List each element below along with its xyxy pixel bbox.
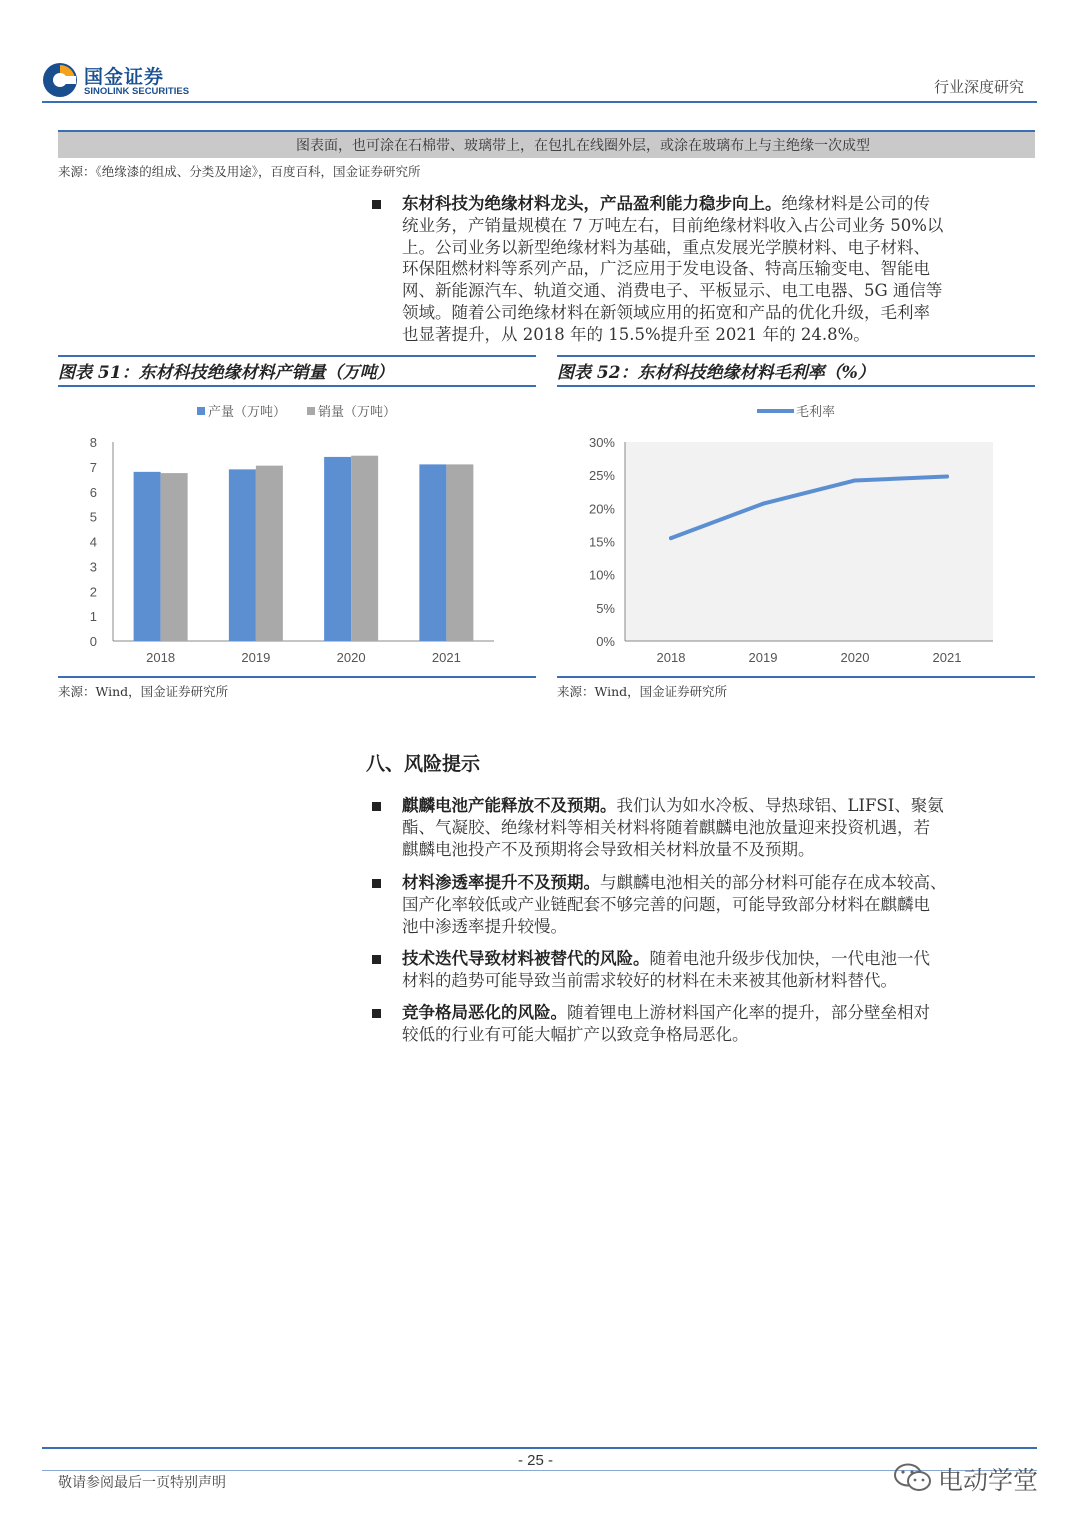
intro-paragraph: [402, 193, 1024, 346]
table-cell: 图表面，也可涂在石棉带、玻璃带上，在包扎在线圈外层，或涂在玻璃布上与主绝缘一次成型: [296, 138, 870, 154]
disclaimer-note: 敬请参阅最后一页特别声明: [58, 1475, 226, 1491]
bullet-square-icon: [372, 802, 381, 811]
paragraph-line: 酯、气凝胶、绝缘材料等相关材料将随着麒麟电池放量迎来投资机遇，若: [402, 817, 930, 837]
chart-51-title: 图表 51：东材科技绝缘材料产销量（万吨）: [58, 363, 394, 383]
paragraph-line: 麒麟电池投产不及预期将会导致相关材料放量不及预期。: [402, 839, 815, 859]
chart-52-bottom-rule: [557, 676, 1035, 678]
bar: [351, 456, 378, 641]
y-tick-label: 2: [89, 584, 97, 600]
risk-title: 麒麟电池产能释放不及预期。: [402, 796, 617, 815]
y-tick-label: 1: [89, 609, 97, 625]
wechat-icon: [893, 1462, 933, 1494]
table-row: [58, 130, 1035, 158]
paragraph-line: 国产化率较低或产业链配套不够完善的问题，可能导致部分材料在麒麟电: [402, 894, 930, 914]
y-tick-label: 20%: [588, 501, 615, 517]
legend-label: 销量（万吨）: [318, 404, 397, 419]
plot-area: [625, 442, 993, 641]
x-tick-label: 2020: [840, 650, 870, 665]
data-point: [853, 478, 857, 482]
y-tick-label: 25%: [588, 468, 615, 484]
paragraph-lead: 东材科技为绝缘材料龙头，产品盈利能力稳步向上。: [402, 194, 782, 213]
data-point: [945, 474, 949, 478]
bullet-square-icon: [372, 955, 381, 964]
chart-52-title: 图表 52：东材科技绝缘材料毛利率（%）: [557, 363, 875, 383]
section-title: 八、风险提示: [366, 753, 481, 775]
y-tick-label: 8: [89, 435, 97, 450]
y-tick-label: 6: [89, 484, 97, 500]
bullet-square-icon: [372, 879, 381, 888]
chart-51-bar-chart: [58, 390, 536, 676]
paragraph-line: 网、新能源汽车、轨道交通、消费电子、平板显示、电工电器、5G 通信等: [402, 281, 943, 301]
chart-52-title-rule: [557, 385, 1035, 387]
paragraph-line: 竞争格局恶化的风险。随着锂电上游材料国产化率的提升，部分壁垒相对: [402, 1003, 930, 1022]
bullet-square-icon: [372, 1009, 381, 1018]
chart-51-source: 来源：Wind，国金证券研究所: [58, 684, 229, 699]
y-tick-label: 0: [89, 634, 97, 649]
y-tick-label: 5: [89, 509, 97, 525]
data-point: [669, 536, 673, 540]
logo-icon: [42, 62, 78, 98]
chart-51-title-rule: [58, 385, 536, 387]
footer-divider-lower: [42, 1470, 1037, 1471]
risk-title: 技术迭代导致材料被替代的风险。: [402, 949, 650, 968]
y-tick-label: 4: [89, 534, 97, 550]
paragraph-line: 技术迭代导致材料被替代的风险。随着电池升级步伐加快，一代电池一代: [402, 949, 930, 968]
x-tick-label: 2021: [431, 650, 461, 665]
bar: [324, 457, 351, 641]
x-tick-label: 2021: [932, 650, 962, 665]
legend-swatch: [307, 407, 315, 415]
company-logo: [42, 60, 202, 104]
footer-divider: [42, 1447, 1037, 1449]
chart-51-bottom-rule: [58, 676, 536, 678]
bar: [446, 464, 473, 641]
paragraph-line: 池中渗透率提升较慢。: [402, 916, 567, 936]
page-number: - 25 -: [518, 1452, 554, 1469]
logo-text-cn: 国金证券: [84, 66, 165, 88]
y-tick-label: 7: [89, 459, 97, 475]
paragraph-line: 领域。随着公司绝缘材料在新领域应用的拓宽和产品的优化升级，毛利率: [402, 302, 930, 322]
paragraph-line: 麒麟电池产能释放不及预期。我们认为如水冷板、导热球铝、LIFSI、聚氨: [402, 796, 944, 815]
bar: [419, 464, 446, 641]
x-tick-label: 2018: [656, 650, 686, 665]
x-tick-label: 2018: [146, 650, 176, 665]
x-tick-label: 2019: [748, 650, 778, 665]
risk-title: 竞争格局恶化的风险。: [402, 1003, 567, 1022]
risk-title: 材料渗透率提升不及预期。: [402, 873, 600, 892]
chart-52-top-rule: [557, 355, 1035, 357]
bar: [134, 472, 161, 641]
header-divider: [42, 101, 1037, 103]
data-point: [761, 502, 765, 506]
y-tick-label: 15%: [588, 534, 615, 550]
report-type-label: 行业深度研究: [933, 78, 1024, 96]
bar: [229, 469, 256, 641]
paragraph-line: 材料渗透率提升不及预期。与麒麟电池相关的部分材料可能存在成本较高、: [402, 873, 947, 892]
table-source: 来源：《绝缘漆的组成、分类及用途》，百度百科，国金证券研究所: [58, 164, 421, 179]
y-tick-label: 3: [89, 559, 97, 575]
watermark-text: 电动学堂: [938, 1466, 1039, 1495]
y-tick-label: 5%: [596, 600, 615, 616]
risk-item: [402, 1002, 1022, 1046]
logo-text-en: SINOLINK SECURITIES: [84, 86, 190, 97]
x-tick-label: 2020: [336, 650, 366, 665]
legend-swatch: [197, 407, 205, 415]
y-tick-label: 10%: [588, 567, 615, 583]
chart-51-top-rule: [58, 355, 536, 357]
risk-item: [402, 948, 1022, 992]
paragraph-line: 环保阻燃材料等系列产品，广泛应用于发电设备、特高压输变电、智能电: [402, 259, 930, 279]
risk-item: [402, 872, 1034, 937]
bullet-square-icon: [372, 200, 381, 209]
risk-item: [402, 795, 1022, 860]
bar: [161, 473, 188, 641]
paragraph-line: 上。公司业务以新型绝缘材料为基础，重点发展光学膜材料、电子材料、: [402, 237, 930, 257]
y-tick-label: 30%: [588, 435, 615, 450]
paragraph-line: 也显著提升，从 2018 年的 15.5%提升至 2021 年的 24.8%。: [402, 324, 870, 344]
paragraph-line: 统业务，产销量规模在 7 万吨左右，目前绝缘材料收入占公司业务 50%以: [402, 215, 944, 235]
paragraph-line: 东材科技为绝缘材料龙头，产品盈利能力稳步向上。绝缘材料是公司的传: [402, 194, 930, 213]
chart-52-line-chart: [557, 390, 1035, 676]
paragraph-line: 材料的趋势可能导致当前需求较好的材料在未来被其他新材料替代。: [402, 970, 897, 990]
legend-label: 产量（万吨）: [208, 404, 287, 419]
legend-label: 毛利率: [796, 404, 836, 419]
x-tick-label: 2019: [241, 650, 271, 665]
bar: [256, 466, 283, 641]
paragraph-line: 较低的行业有可能大幅扩产以致竞争格局恶化。: [402, 1024, 749, 1044]
y-tick-label: 0%: [596, 634, 615, 649]
chart-52-source: 来源：Wind，国金证券研究所: [557, 684, 728, 699]
